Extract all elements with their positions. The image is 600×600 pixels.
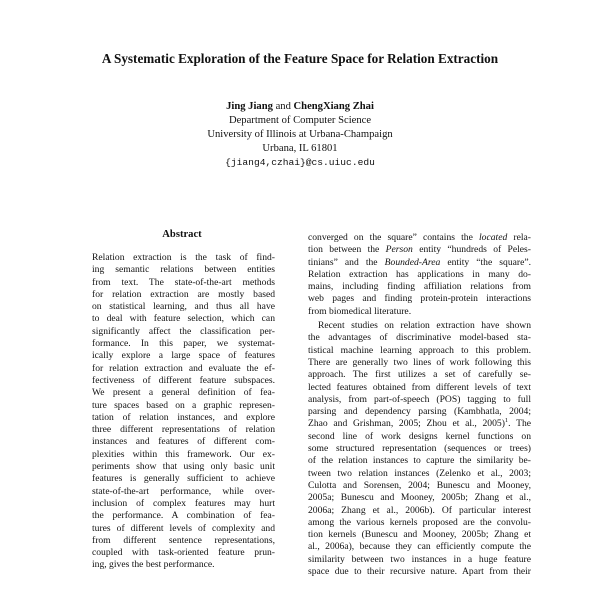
text-line: tion between the Person entity “hundreds of Peles- (308, 244, 531, 256)
text-line: analysis, from part-of-speech (POS) tagging to full (308, 393, 531, 405)
text-line: second line of work designs kernel functions on (308, 430, 531, 442)
paper-title: A Systematic Exploration of the Feature Space for Relation Extraction (101, 51, 499, 66)
text-line: parsing and dependency parsing (Kambhatla, 2004; (308, 406, 531, 418)
author-names (0, 100, 600, 114)
text-line: Recent studies on relation extraction have shown (318, 320, 531, 332)
author-email: {jiang4,czhai}@cs.uiuc.edu (225, 157, 375, 168)
text-line: periments show that using only basic unit (92, 461, 275, 473)
text-line: three different representations of relation (92, 424, 275, 436)
text-line: Relation extraction has applications in many do- (308, 268, 531, 280)
text-line: 2006a; Zhang et al., 2006b). Of particular interest (308, 504, 531, 516)
affiliation-department: Department of Computer Science (228, 115, 372, 126)
text-line: tion kernels (Bunescu and Mooney, 2005b; Zhang et (308, 529, 531, 541)
text-line: inclusion of complex features may hurt (92, 497, 275, 509)
text-line: There are generally two lines of work following this (308, 356, 531, 368)
abstract-body (92, 252, 275, 572)
text-line: ture spaces based on a graphic represen- (92, 399, 275, 411)
text-line: tation of relation instances, and explore (92, 411, 275, 423)
text-line: on statistical learning, and thus all have (92, 301, 275, 313)
text-line: Zhao and Grishman, 2005; Zhou et al., 2005)$^1$. The (308, 418, 531, 430)
text-line: web pages and finding protein-protein interactions (308, 293, 531, 305)
text-line: formance. In this paper, we systemat- (92, 338, 275, 350)
text-line: the advantages of discriminative model-based sta- (308, 332, 531, 344)
text-line: fectiveness of different feature subspaces. (92, 374, 275, 386)
affiliation-university: University of Illinois at Urbana-Champaign (207, 129, 393, 140)
text-line: from different sentence representations, (92, 534, 275, 546)
text-line: from biomedical literature. (308, 305, 412, 317)
text-line: among the various kernels proposed are the convolu- (308, 516, 531, 528)
text-line: al., 2006a), because they can efficiently compute the (308, 541, 531, 553)
abstract-heading: Abstract (162, 229, 202, 240)
text-line: some structured representation (sequences or trees) (308, 443, 531, 455)
text-line: ing, gives the best performance. (92, 559, 215, 571)
intro-column (308, 232, 531, 578)
text-line: instances and features of different com- (92, 436, 275, 448)
text-line: ically explore a large space of features (92, 350, 275, 362)
text-line: ing semantic relations between entities (92, 264, 275, 276)
text-line: of the relation instances to capture the similarity be- (308, 455, 531, 467)
text-line: Culotta and Sorensen, 2004; Bunescu and Mooney, (308, 479, 531, 491)
text-line: state-of-the-art performance, while over- (92, 485, 275, 497)
author-conjunction: and (275, 101, 291, 112)
text-line: converged on the square” contains the located rela- (308, 232, 531, 243)
text-line: tween two relation instances (Zelenko et al., 2003; (308, 467, 531, 479)
text-line: We present a general definition of fea- (92, 387, 275, 399)
affiliation-city: Urbana, IL 61801 (262, 143, 338, 154)
text-line: mains, including finding affiliation relations from (308, 281, 531, 293)
text-line: similarity between two instances in a huge feature (308, 553, 531, 565)
text-line: tures of different levels of complexity and (92, 522, 275, 534)
text-line: Relation extraction is the task of find- (92, 252, 275, 263)
italic-term: located (479, 232, 508, 243)
text-line: tinians” and the Bounded-Area entity “the square”. (308, 256, 531, 268)
text-line: plexities within this framework. Our ex- (92, 448, 275, 460)
italic-term: Bounded-Area (384, 256, 441, 268)
text-line: significantly affect the classification per- (92, 325, 275, 337)
text-line: 2005a; Bunescu and Mooney, 2005b; Zhang et al., (308, 492, 531, 504)
text-line: for relation extraction and evaluate the ef- (92, 362, 275, 374)
author-2: ChengXiang Zhai (293, 101, 374, 112)
text-line: coupled with task-oriented feature prun- (92, 547, 275, 559)
author-block (0, 100, 600, 170)
footnote-mark: 1 (504, 418, 509, 425)
text-line: to deal with feature selection, which can (92, 313, 275, 325)
text-line: the performance. A combination of fea- (92, 510, 275, 522)
author-1: Jing Jiang (226, 101, 273, 112)
text-line: from text. The state-of-the-art methods (92, 276, 275, 288)
text-line: approach. The first utilizes a set of carefully se- (308, 369, 531, 381)
text-line: lected features obtained from different levels of text (308, 381, 531, 393)
text-line: space due to their recursive nature. Apart from their (308, 566, 531, 578)
text-line: for relation extraction are mostly based (92, 288, 275, 300)
text-line: features is generally sufficient to achieve (92, 473, 275, 485)
italic-term: Person (385, 244, 413, 256)
text-line: tistical machine learning approach to this problem. (308, 344, 531, 356)
